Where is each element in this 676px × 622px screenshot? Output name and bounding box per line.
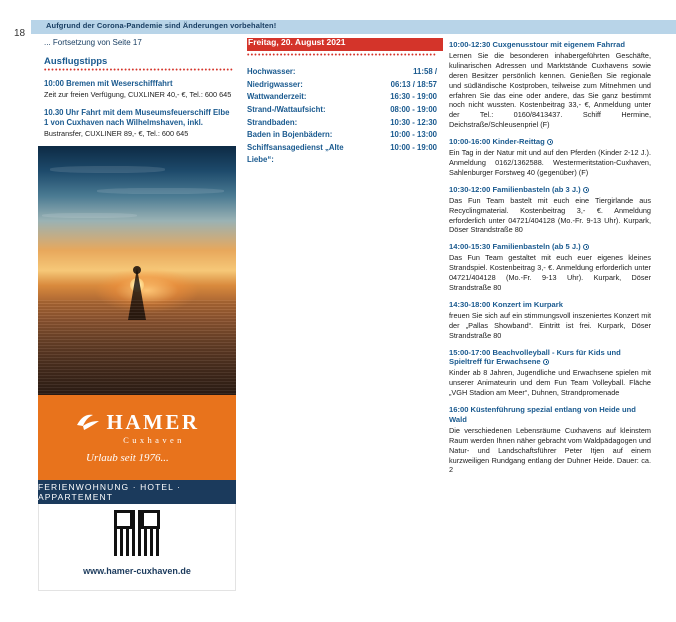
clock-icon xyxy=(583,187,589,193)
event-description: Das Fun Team gestaltet mit euch euer eigenes kleines Strandspiel. Kostenbeitrag 3,- €. Anmeldung erforderlich unter 04721/404128 (Mo.-Fr. 9-13 Uhr). Kurpark, Döser Strandstraße 80 xyxy=(449,253,651,293)
tide-value: 10:00 - 19:00 xyxy=(390,142,437,152)
list-item xyxy=(449,185,651,236)
event-description: Die verschiedenen Lebensräume Cuxhavens auf kleinstem Raum werden Ihnen näher gebracht vom Waldpädagogen und Natur- und Landschaftsführer Peter Itjen auf einem kurzweiligen Rundgang entlang der Duhner Heide. Dauer: ca. 2 xyxy=(449,425,651,475)
ad-slogan: Urlaub seit 1976... xyxy=(86,451,169,464)
dotted-divider: •••••••••••••••••••••••••••••••••••••••••••••••••••• xyxy=(247,53,437,59)
dotted-divider: •••••••••••••••••••••••••••••••••••••••••••••••••••• xyxy=(44,68,234,74)
section-heading-ausflugstipps: Ausflugstipps xyxy=(44,56,108,67)
event-description: Das Fun Team bastelt mit euch eine Tiergirlande aus Recyclingmaterial. Kostenbeitrag 3,- €. Anmeldung erforderlich unter 04721/404128 (Mo.-Fr. 9-13 Uhr). Kurpark, Döser Strandstraße 80 xyxy=(449,195,651,235)
table-row xyxy=(247,142,437,167)
excursion-title: 10.30 Uhr Fahrt mit dem Museumsfeuerschiff Elbe 1 von Cuxhaven nach Wilhelmshaven, inkl. xyxy=(44,108,230,128)
event-description: freuen Sie sich auf ein stimmungsvoll inszeniertes Konzert mit der „Pallas Showband“. Eintritt ist frei. Kurpark, Döser Strandstraße 80 xyxy=(449,310,651,340)
list-item xyxy=(449,348,651,398)
ad-logo-row xyxy=(75,409,200,434)
tide-label: Strand-/Wattaufsicht: xyxy=(247,104,326,114)
right-column-events xyxy=(449,40,651,482)
seagull-icon xyxy=(75,412,101,432)
list-item xyxy=(44,79,234,100)
list-item xyxy=(449,300,651,341)
tide-label: Hochwasser: xyxy=(247,67,296,76)
table-row xyxy=(247,104,437,117)
table-row xyxy=(247,117,437,130)
tide-label: Strandbaden: xyxy=(247,117,298,127)
sunset-photo-kugelbake xyxy=(38,146,236,395)
clock-icon xyxy=(547,139,553,145)
event-title: 14:30-18:00 Konzert im Kurpark xyxy=(449,299,563,309)
clock-icon xyxy=(543,359,549,365)
ad-website-url[interactable]: www.hamer-cuxhaven.de xyxy=(83,566,191,576)
tide-label: Baden in Bojenbädern: xyxy=(247,130,333,140)
ad-brand-subtitle: Cuxhaven xyxy=(123,434,185,445)
event-description: Lernen Sie die besonderen inhabergeführten Geschäfte, kulinarischen Adressen und Marktstände Cuxhavens sowie deren Besitzer persönlich kennen. Genießen Sie regionale und südländische Kostproben, teilweise zum Mitnehmen und erfahren Sie das eine oder andere, das Sie ganz bestimmt noch nicht wussten. Kostenbeitrag 33,- €, Anmeldung unter der Tel.: 0160/8413437. Schiff Hermine, Deichstraße/Schleusenpriel (F) xyxy=(449,50,651,130)
event-title xyxy=(449,185,651,195)
cloud-shape xyxy=(42,213,137,218)
event-title xyxy=(449,242,651,252)
event-title-text: 14:00-15:30 Familienbasteln (ab 5 J.) xyxy=(449,242,581,252)
date-header-bar xyxy=(247,38,443,51)
ad-footer-panel xyxy=(38,504,236,591)
event-description: Kinder ab 8 Jahren, Jugendliche und Erwachsene spielen mit unserer Animateurin und dem Fun Team Volleyball. Fläche „VGH Stadion am Meer“, Duhnen, Strandpromenade xyxy=(449,368,651,398)
ad-brand-name: HAMER xyxy=(106,409,200,434)
event-title-text: 15:00-17:00 Beachvolleyball - Kurs für Kids und Spieltreff für Erwachsene xyxy=(449,347,621,367)
event-title-text: 10:00-16:00 Kinder-Reittag xyxy=(449,137,545,147)
tide-value: 10:30 - 12:30 xyxy=(390,117,437,127)
excursion-body: Bustransfer, CUXLINER 89,- €, Tel.: 600 645 xyxy=(44,129,189,139)
tide-label: Wattwanderzeit: xyxy=(247,92,307,102)
list-item xyxy=(44,108,234,139)
table-row xyxy=(247,129,437,142)
tide-value: 08:00 - 19:00 xyxy=(390,104,437,114)
left-column xyxy=(44,38,234,148)
advertisement-hamer xyxy=(38,395,236,480)
table-row xyxy=(247,66,437,79)
list-item xyxy=(449,137,651,178)
qr-code-icon[interactable] xyxy=(114,510,160,556)
event-title: 16:00 Küstenführung spezial entlang von Heide und Wald xyxy=(449,405,636,424)
cloud-shape xyxy=(50,166,165,173)
middle-column xyxy=(247,38,437,167)
tide-label: Schiffsansagedienst „Alte Liebe“: xyxy=(247,142,344,165)
date-label: Freitag, 20. August 2021 xyxy=(248,37,346,47)
page-number: 18 xyxy=(14,28,26,39)
tide-value: 16:30 - 19:00 xyxy=(390,92,437,102)
corona-notice-text: Aufgrund der Corona-Pandemie sind Änderungen vorbehalten! xyxy=(46,21,277,30)
clock-icon xyxy=(583,244,589,250)
list-item xyxy=(449,40,651,130)
event-title-text: 10:30-12:00 Familienbasteln (ab 3 J.) xyxy=(449,184,581,194)
event-title: 10:00-12:30 Cuxgenusstour mit eigenem Fahrrad xyxy=(449,40,625,49)
tide-label: Niedrigwasser: xyxy=(247,79,303,89)
tide-value: 06:13 / 18:57 xyxy=(390,79,437,89)
list-item xyxy=(449,242,651,293)
table-row xyxy=(247,91,437,104)
table-row xyxy=(247,79,437,92)
event-title xyxy=(449,137,651,147)
excursion-title: 10:00 Bremen mit Weserschifffahrt xyxy=(44,79,173,88)
event-description: Ein Tag in der Natur mit und auf den Pferden (Kinder 2-12 J.). Anmeldung 0162/1362588. Westermeritstation-Cuxhaven, Sahlenburger Forstweg 40 (gegenüber) (F) xyxy=(449,148,651,177)
continued-from-label: ... Fortsetzung von Seite 17 xyxy=(44,38,142,47)
event-title xyxy=(449,348,651,368)
list-item xyxy=(449,405,651,475)
water-ripples xyxy=(38,300,236,395)
excursion-body: Zeit zur freien Verfügung, CUXLINER 40,- €, Tel.: 600 645 xyxy=(44,90,232,100)
tide-value: 10:00 - 13:00 xyxy=(390,130,437,140)
tide-value: 11:58 / xyxy=(413,67,437,76)
ad-category-bar: FERIENWOHNUNG · HOTEL · APPARTEMENT xyxy=(38,480,236,504)
cloud-shape xyxy=(97,188,224,194)
